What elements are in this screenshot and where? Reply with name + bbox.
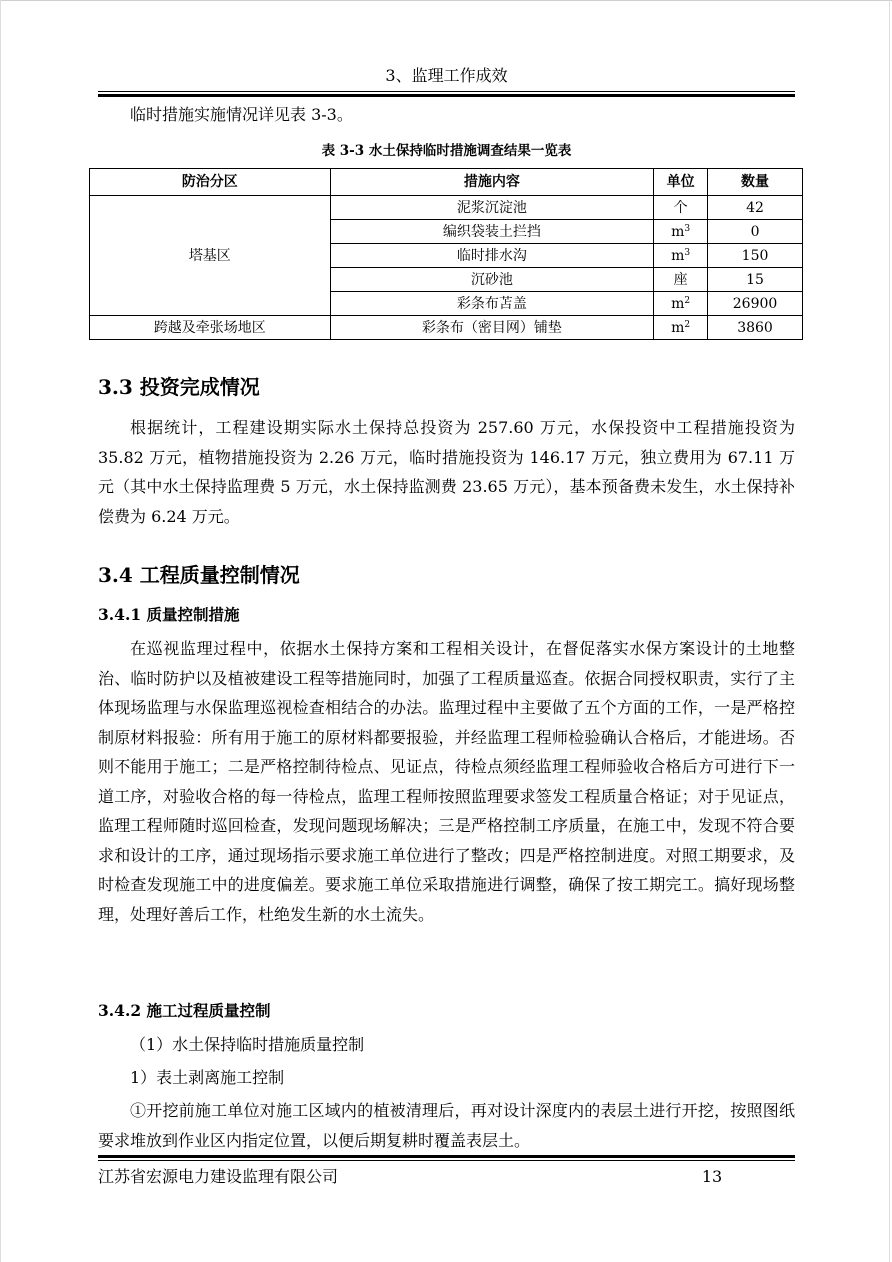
quantity-cell: 26900: [708, 292, 803, 316]
quality-control-paragraph: 在巡视监理过程中，依据水土保持方案和工程相关设计，在督促落实水保方案设计的土地整治、临时防护以及植被建设工程等措施同时，加强了工程质量巡查。依据合同授权职责，实行了主体现场监理与水保监理巡视检查相结合的办法。监理过程中主要做了五个方面的工作，一是严格控制原材料报验：所有用于施工的原材料都要报验，并经监理工程师检验确认合格后，才能进场。否则不能用于施工；二是严格控制待检点、见证点，待检点须经监理工程师验收合格后方可进行下一道工序，对验收合格的每一待检点，监理工程师按照监理要求签发工程质量合格证；对于见证点，监理工程师随时巡回检查，发现问题现场解决；三是严格控制工序质量，在施工中，发现不符合要求和设计的工序，通过现场指示要求施工单位进行了整改；四是严格控制进度。对照工期要求，及时检查发现施工中的进度偏差。要求施工单位采取措施进行调整，确保了按工期完工。搞好现场整理，处理好善后工作，杜绝发生新的水土流失。: [98, 639, 795, 924]
topsoil-paragraph: ①开挖前施工单位对施工区域内的植被清理后，再对设计深度内的表层土进行开挖，按照图纸要求堆放到作业区内指定位置，以便后期复耕时覆盖表层土。: [98, 1101, 795, 1150]
quantity-cell: 0: [708, 220, 803, 244]
measure-cell: 彩条布（密目网）铺垫: [330, 316, 654, 340]
subsection-heading-3-4-2: 3.4.2 施工过程质量控制: [98, 1001, 271, 1020]
item-topsoil-stripping: 1）表土剥离施工控制: [130, 1068, 285, 1087]
measure-cell: 泥浆沉淀池: [330, 196, 654, 220]
unit-cell: $m^2$: [654, 316, 708, 340]
col-header-unit: 单位: [654, 169, 708, 196]
measure-cell: 彩条布苫盖: [330, 292, 654, 316]
unit-cell: $m^2$: [654, 292, 708, 316]
unit-cell: $m^3$: [654, 220, 708, 244]
quantity-cell: 3860: [708, 316, 803, 340]
area-cell: 跨越及牵张场地区: [90, 316, 331, 340]
subsection-heading-3-4-1: 3.4.1 质量控制措施: [98, 605, 240, 624]
page-edge-top: [0, 0, 892, 1]
page-edge-left: [0, 0, 1, 1262]
col-header-measure: 措施内容: [330, 169, 654, 196]
col-header-quantity: 数量: [708, 169, 803, 196]
header-rule-thin: [98, 91, 795, 92]
header-rule-thick: [98, 94, 795, 97]
unit-cell: 个: [654, 196, 708, 220]
table-caption: 表 3-3 水土保持临时措施调查结果一览表: [321, 143, 572, 159]
measures-table: [89, 168, 803, 340]
page-number: 13: [701, 1167, 723, 1186]
quantity-cell: 150: [708, 244, 803, 268]
measure-cell: 临时排水沟: [330, 244, 654, 268]
section-heading-3-4: 3.4 工程质量控制情况: [98, 563, 300, 587]
table-row: [90, 196, 803, 220]
page-header-title: 3、监理工作成效: [385, 66, 508, 85]
intro-text: 临时措施实施情况详见表 3-3。: [130, 105, 353, 124]
footer-rule-thick: [98, 1155, 795, 1158]
investment-paragraph: 根据统计，工程建设期实际水土保持总投资为 257.60 万元，水保投资中工程措施投资为 35.82 万元，植物措施投资为 2.26 万元，临时措施投资为 146.17 万元，独立费用为 67.11 万元（其中水土保持监理费 5 万元，水土保持监测费 23.65 万元），基本预备费未发生，水土保持补偿费为 6.24 万元。: [98, 418, 795, 526]
quantity-cell: 42: [708, 196, 803, 220]
area-cell: 塔基区: [90, 196, 331, 316]
col-header-area: 防治分区: [90, 169, 331, 196]
item-temporary-measures: （1）水土保持临时措施质量控制: [130, 1035, 365, 1054]
measure-cell: 沉砂池: [330, 268, 654, 292]
unit-cell: 座: [654, 268, 708, 292]
table-header-row: [90, 169, 803, 196]
footer-rule-thin: [98, 1160, 795, 1161]
quantity-cell: 15: [708, 268, 803, 292]
measure-cell: 编织袋装土拦挡: [330, 220, 654, 244]
table-row: [90, 316, 803, 340]
page-edge-right: [889, 0, 890, 1262]
section-heading-3-3: 3.3 投资完成情况: [98, 375, 260, 399]
unit-cell: $m^3$: [654, 244, 708, 268]
footer-company: 江苏省宏源电力建设监理有限公司: [98, 1167, 339, 1186]
